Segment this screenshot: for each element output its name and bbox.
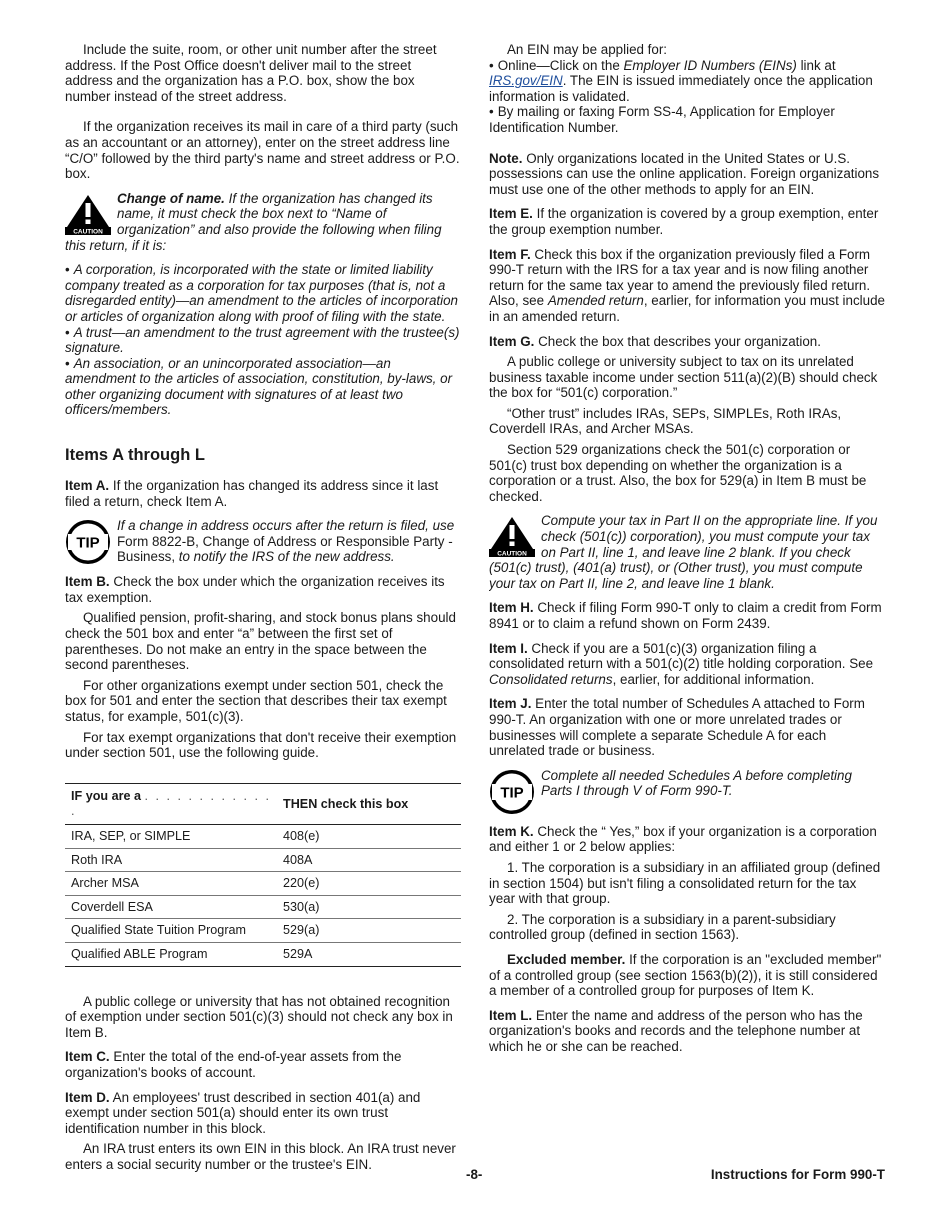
note-paragraph: Note. Only organizations located in the United States or U.S. possessions can use the online application. Foreign organizations must use one of the other methods to apply for an EIN. bbox=[489, 150, 880, 197]
address-suite-paragraph: Include the suite, room, or other unit number after the street address. If the Post Office doesn't deliver mail to the street address and the organization has a P.O. box, show the box number instead of the street address. bbox=[65, 42, 437, 104]
care-of-paragraph: If the organization receives its mail in care of a third party (such as an accountant or an attorney), enter on the street address line “C/O” followed by the third party's name and street address or P.O. box. bbox=[65, 119, 460, 182]
section-heading: Items A through L bbox=[65, 446, 205, 465]
item-b: Item B. Check the box under which the organization receives its tax exemption. bbox=[65, 574, 445, 605]
item-a: Item A. If the organization has changed its address since it last filed a return, check Item A. bbox=[65, 478, 439, 509]
page-number: -8- bbox=[466, 1167, 483, 1182]
table-row: Qualified ABLE Program 529A bbox=[65, 942, 461, 966]
caution-icon-label: CAUTION bbox=[497, 551, 527, 558]
item-d: Item D. An employees' trust described in section 401(a) and exempt under section 501(a) should enter its own trust identification number in this block. bbox=[65, 1089, 421, 1136]
exemption-guide-table bbox=[65, 783, 461, 967]
caution-text: If the organization has changed its name, it must check the box next to “Name of organization” and also provide the following when filing this return, if it is: bbox=[65, 190, 442, 253]
item-k-condition-2: 2. The corporation is a subsidiary in a parent-subsidiary controlled group (defined in section 1563). bbox=[489, 911, 836, 943]
table-row: Archer MSA 220(e) bbox=[65, 872, 461, 896]
item-e: Item E. If the organization is covered by a group exemption, enter the group exemption number. bbox=[489, 206, 879, 237]
guide-intro-paragraph: For tax exempt organizations that don't receive their exemption under section 501, use the following guide. bbox=[65, 729, 457, 761]
table-row: Qualified State Tuition Program 529(a) bbox=[65, 919, 461, 943]
item-g-public-college: A public college or university subject to tax on its unrelated business taxable income under section 511(a)(2)(B) should check the box for “501(c) corporation.” bbox=[489, 354, 878, 401]
item-k: Item K. Check the “ Yes,” box if your organization is a corporation and either 1 or 2 below applies: bbox=[489, 823, 877, 855]
consolidated-returns-reference: Consolidated returns bbox=[489, 671, 613, 687]
form-8822b-reference: Form 8822-B, Change of Address or Responsible Party - Business, bbox=[117, 533, 453, 565]
caution-icon bbox=[65, 193, 111, 235]
amended-return-reference: Amended return bbox=[547, 293, 644, 309]
document-title: Instructions for Form 990-T bbox=[710, 1167, 885, 1182]
irs-ein-link[interactable]: IRS.gov/EIN bbox=[489, 73, 563, 89]
tip-icon bbox=[65, 519, 111, 565]
table-row: IRA, SEP, or SIMPLE 408(e) bbox=[65, 824, 461, 848]
caution-icon bbox=[489, 515, 535, 557]
tip-text: Complete all needed Schedules A before completing Parts I through V of Form 990-T. bbox=[541, 767, 852, 799]
table-row: Coverdell ESA 530(a) bbox=[65, 895, 461, 919]
bullet-item: • An association, or an unincorporated association—an amendment to the articles of association, constitution, by-laws, or other organizing document with signatures of at least two officers/members. bbox=[65, 355, 453, 418]
public-college-paragraph: A public college or university that has not obtained recognition of exemption under section 501(c)(3) should not check any box in Item B. bbox=[65, 993, 453, 1040]
item-j: Item J. Enter the total number of Schedules A attached to Form 990-T. An organization with one or more unrelated trades or businesses will complete a separate Schedule A for each unrelated trade or business. bbox=[489, 696, 865, 759]
caution-compute-tax bbox=[489, 513, 885, 591]
ein-intro: An EIN may be applied for: bbox=[507, 42, 668, 57]
item-c: Item C. Enter the total of the end-of-year assets from the organization's books of account. bbox=[65, 1049, 402, 1080]
bullet-item: • A corporation, is incorporated with the state or limited liability company treated as a corporation for tax purposes (that is, not a disregarded entity)—an amendment to the articles of incorporation or articles of organization along with proof of filing with the state. bbox=[65, 262, 459, 324]
item-f: Item F. Check this box if the organization previously filed a Form 990-T return with the IRS for a tax year and is now filing another return for the same tax year to amend the previously filed return. Also, see Amended return, earlier, for information you must include in an amended return. bbox=[489, 246, 885, 324]
item-h: Item H. Check if filing Form 990-T only to claim a credit from Form 8941 or to claim a refund shown on Form 2439. bbox=[489, 600, 882, 631]
table-header-cell: THEN check this box bbox=[277, 783, 461, 824]
caution-icon-label: CAUTION bbox=[73, 228, 103, 235]
ein-mailing-bullet: • By mailing or faxing Form SS-4, Application for Employer Identification Number. bbox=[489, 104, 835, 135]
left-column bbox=[65, 42, 461, 1172]
item-l: Item L. Enter the name and address of the person who has the organization's books and records and the telephone number at which he or she can be reached. bbox=[489, 1007, 863, 1054]
change-of-name-bullets bbox=[65, 262, 461, 418]
table-row: Roth IRA 408A bbox=[65, 848, 461, 872]
tip-schedules bbox=[489, 768, 885, 815]
caution-text: Compute your tax in Part II on the appropriate line. If you check (501(c)) corporation), you must compute your tax on Part II, line 1, and leave line 2 blank. If you check (501(c) trust), (401(a) trust), or (Other trust), you must compute your tax on Part II, line 2, and leave line 1 blank. bbox=[489, 513, 878, 591]
excluded-member-paragraph: Excluded member. If the corporation is an "excluded member" of a controlled group (see section 1563(b)(2)), it is still considered a member of a controlled group for purposes of Item K. bbox=[489, 951, 882, 999]
tip-icon-label: TIP bbox=[500, 784, 524, 802]
caution-title: Change of name. bbox=[117, 190, 225, 206]
caution-change-of-name bbox=[65, 191, 461, 253]
item-i: Item I. Check if you are a 501(c)(3) organization filing a consolidated return with a 501(c)(2) title holding corporation. See Consolidated returns, earlier, for additional information. bbox=[489, 640, 874, 687]
other-organizations-paragraph: For other organizations exempt under section 501, check the box for 501 and enter the section that describes their tax exempt status, for example, 501(c)(3). bbox=[65, 677, 447, 724]
item-g-section-529: Section 529 organizations check the 501(c) corporation or 501(c) trust box depending on whether the organization is a corporation or a trust. Also, the box for 529(a) in Item B must be checked. bbox=[489, 442, 867, 504]
item-g: Item G. Check the box that describes your organization. bbox=[489, 333, 821, 349]
tip-icon bbox=[489, 769, 535, 815]
table-header-cell: IF you are a . . . . . . . . . . . . . bbox=[65, 783, 277, 824]
ein-online-bullet: • Online—Click on the Employer ID Numbers (EINs) link at IRS.gov/EIN. The EIN is issued immediately once the application information is validated. bbox=[489, 57, 873, 104]
item-k-condition-1: 1. The corporation is a subsidiary in an affiliated group (defined in section 1504) but isn't filing a consolidated return for the tax year with that group. bbox=[489, 859, 881, 907]
tip-change-of-address: TIP If a change in address occurs after the return is filed, use Form 8822-B, Change of Address or Responsible Party - Business, to notify the IRS of the new address. bbox=[65, 518, 461, 565]
item-g-other-trust: “Other trust” includes IRAs, SEPs, SIMPLEs, Roth IRAs, Coverdell IRAs, and Archer MSAs. bbox=[489, 405, 842, 437]
ira-trust-paragraph: An IRA trust enters its own EIN in this block. An IRA trust never enters a social security number or the trustee's EIN. bbox=[65, 1141, 456, 1172]
tip-icon-label: TIP bbox=[76, 534, 100, 552]
bullet-item: • A trust—an amendment to the trust agreement with the trustee(s) signature. bbox=[65, 324, 460, 356]
right-column bbox=[489, 42, 885, 1054]
qualified-plans-paragraph: Qualified pension, profit-sharing, and stock bonus plans should check the 501 box and enter “a” between the first set of parentheses. Do not make an entry in the space between the second parentheses. bbox=[65, 610, 456, 673]
table-header-row bbox=[65, 783, 461, 824]
